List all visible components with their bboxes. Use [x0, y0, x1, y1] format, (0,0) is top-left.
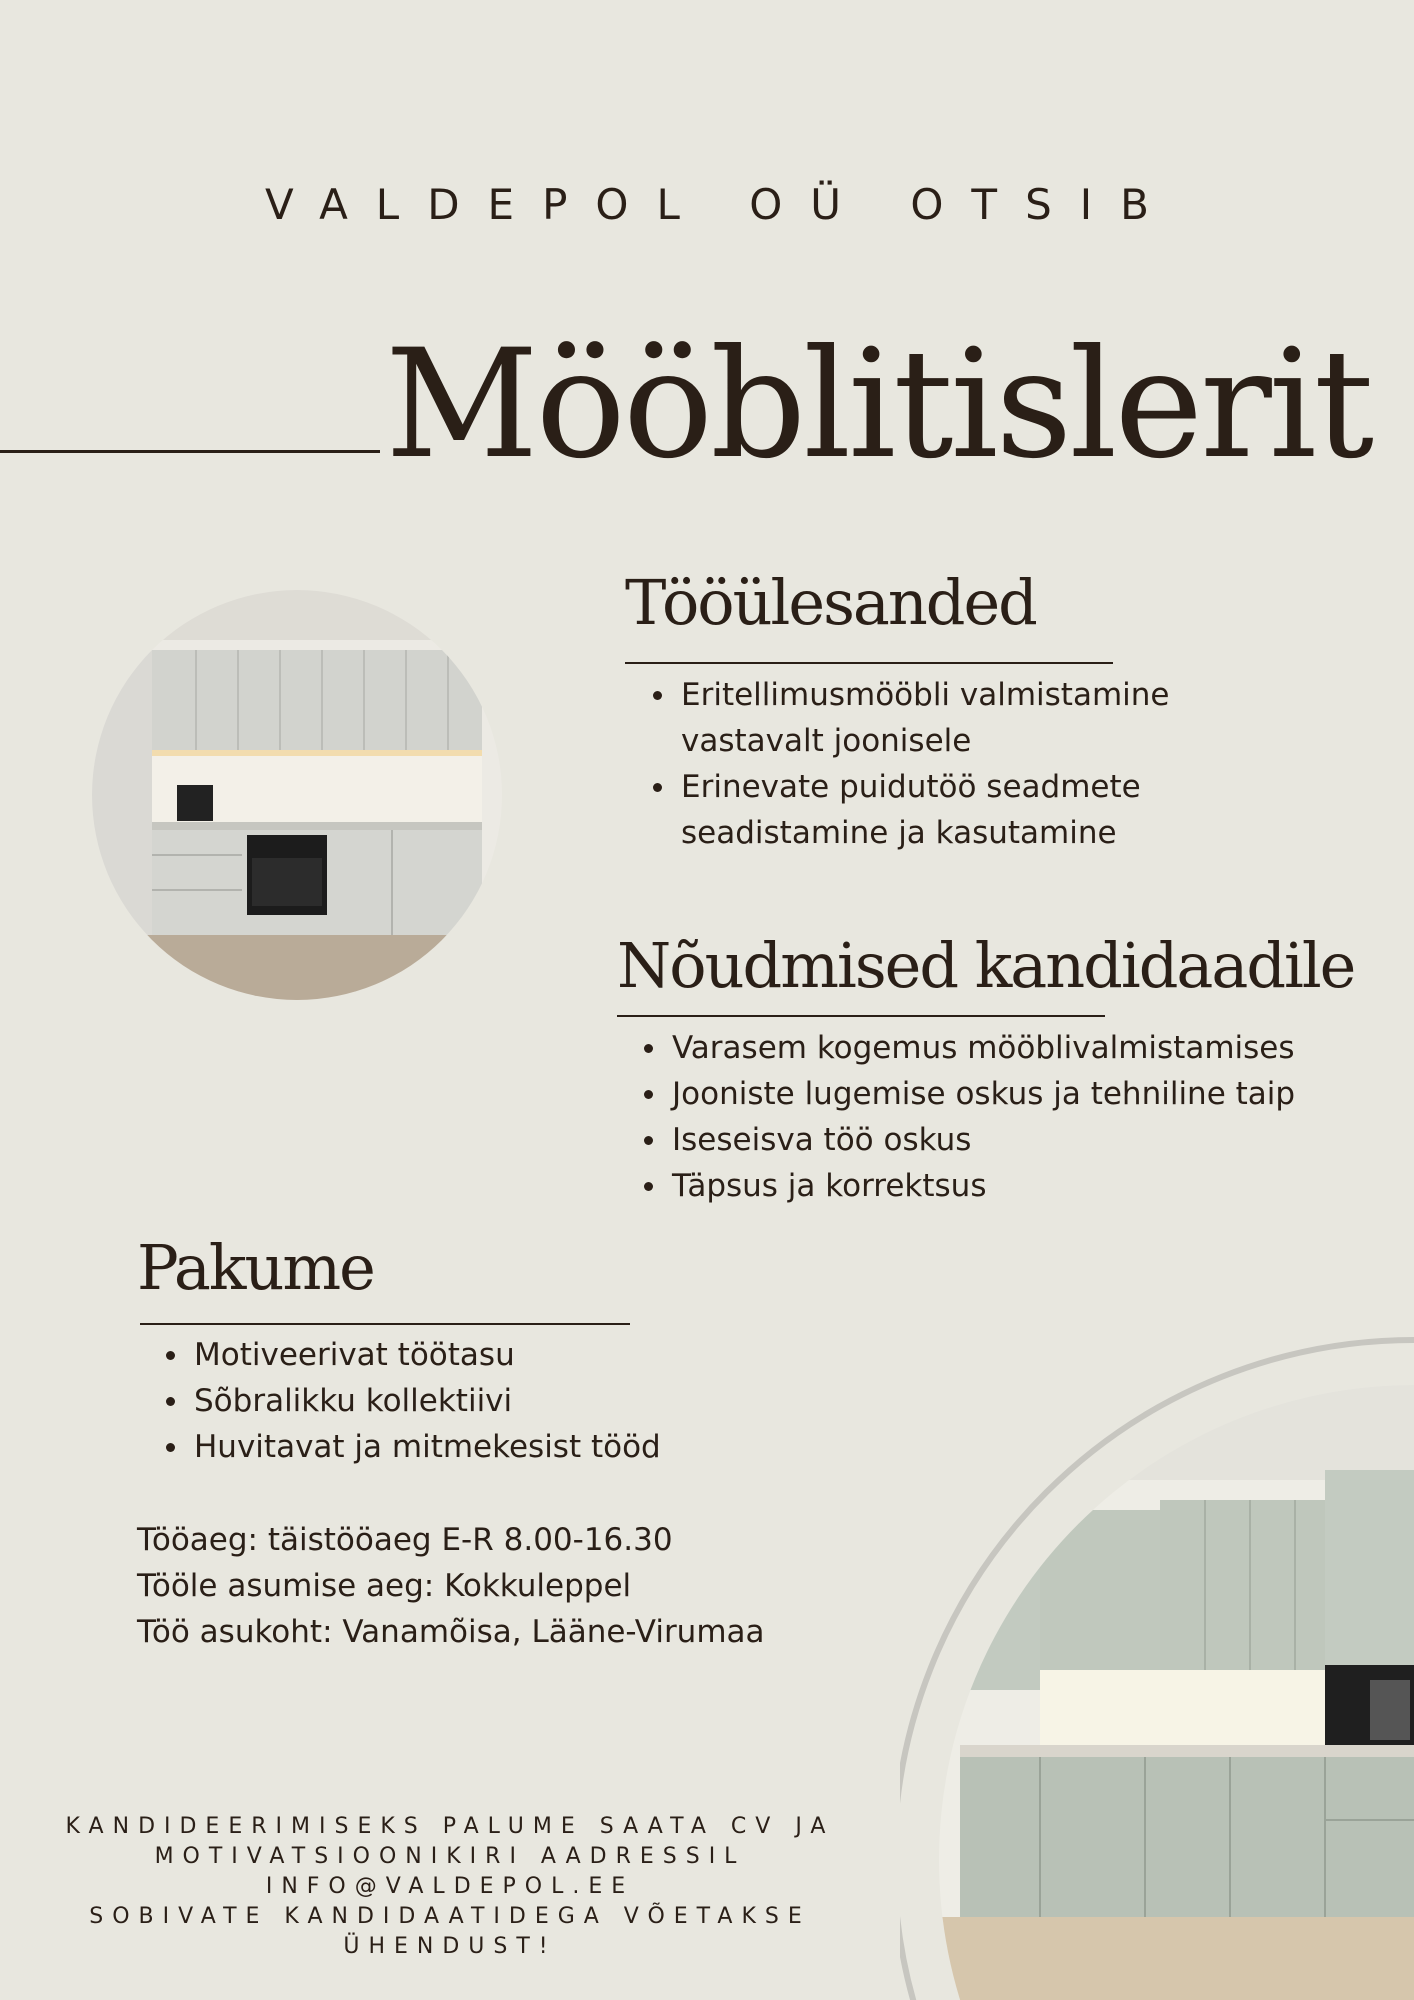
work-location: Töö asukoht: Vanamõisa, Lääne-Virumaa	[137, 1614, 765, 1650]
start-date: Tööle asumise aeg: Kokkuleppel	[137, 1568, 632, 1604]
kitchen-photo-round	[92, 590, 502, 1000]
kitchen-illustration-grey	[92, 590, 502, 1000]
tasks-heading: Tööülesanded	[625, 566, 1036, 639]
list-item: Huvitavat ja mitmekesist tööd	[194, 1424, 794, 1470]
list-item: Erinevate puidutöö seadmete seadistamine ja kasutamine	[681, 764, 1241, 856]
application-instructions	[50, 1812, 850, 1962]
list-item: Eritellimusmööbli valmistamine vastavalt joonisele	[681, 672, 1241, 764]
requirements-heading: Nõudmised kandidaadile	[617, 929, 1355, 1002]
offer-heading: Pakume	[137, 1231, 374, 1304]
footer-line: MOTIVATSIOONIKIRI AADRESSIL	[154, 1844, 746, 1869]
kitchen-photo-arc	[900, 1330, 1414, 2000]
list-item: Täpsus ja korrektsus	[672, 1163, 1392, 1209]
list-item: Iseseisva töö oskus	[672, 1117, 1392, 1163]
footer-line: KANDIDEERIMISEKS PALUME SAATA CV JA	[65, 1814, 835, 1839]
list-item: Jooniste lugemise oskus ja tehniline taip	[672, 1071, 1392, 1117]
requirements-list	[636, 1025, 1392, 1209]
footer-email: INFO@VALDEPOL.EE	[265, 1874, 635, 1899]
footer-line: SOBIVATE KANDIDAATIDEGA VÕETAKSE	[89, 1904, 811, 1929]
job-title: Mööblitislerit	[385, 318, 1372, 492]
work-hours: Tööaeg: täistööaeg E-R 8.00-16.30	[137, 1522, 673, 1558]
tasks-divider	[625, 662, 1113, 664]
title-decor-line	[0, 450, 380, 453]
list-item: Motiveerivat töötasu	[194, 1332, 794, 1378]
list-item: Sõbralikku kollektiivi	[194, 1378, 794, 1424]
requirements-divider	[617, 1015, 1105, 1017]
list-item: Varasem kogemus mööblivalmistamises	[672, 1025, 1392, 1071]
eyebrow-heading: VALDEPOL OÜ OTSIB	[265, 180, 1177, 229]
footer-line: ÜHENDUST!	[343, 1934, 557, 1959]
tasks-list	[645, 672, 1241, 856]
offer-divider	[140, 1323, 630, 1325]
offer-list	[158, 1332, 794, 1470]
job-details	[137, 1517, 837, 1655]
